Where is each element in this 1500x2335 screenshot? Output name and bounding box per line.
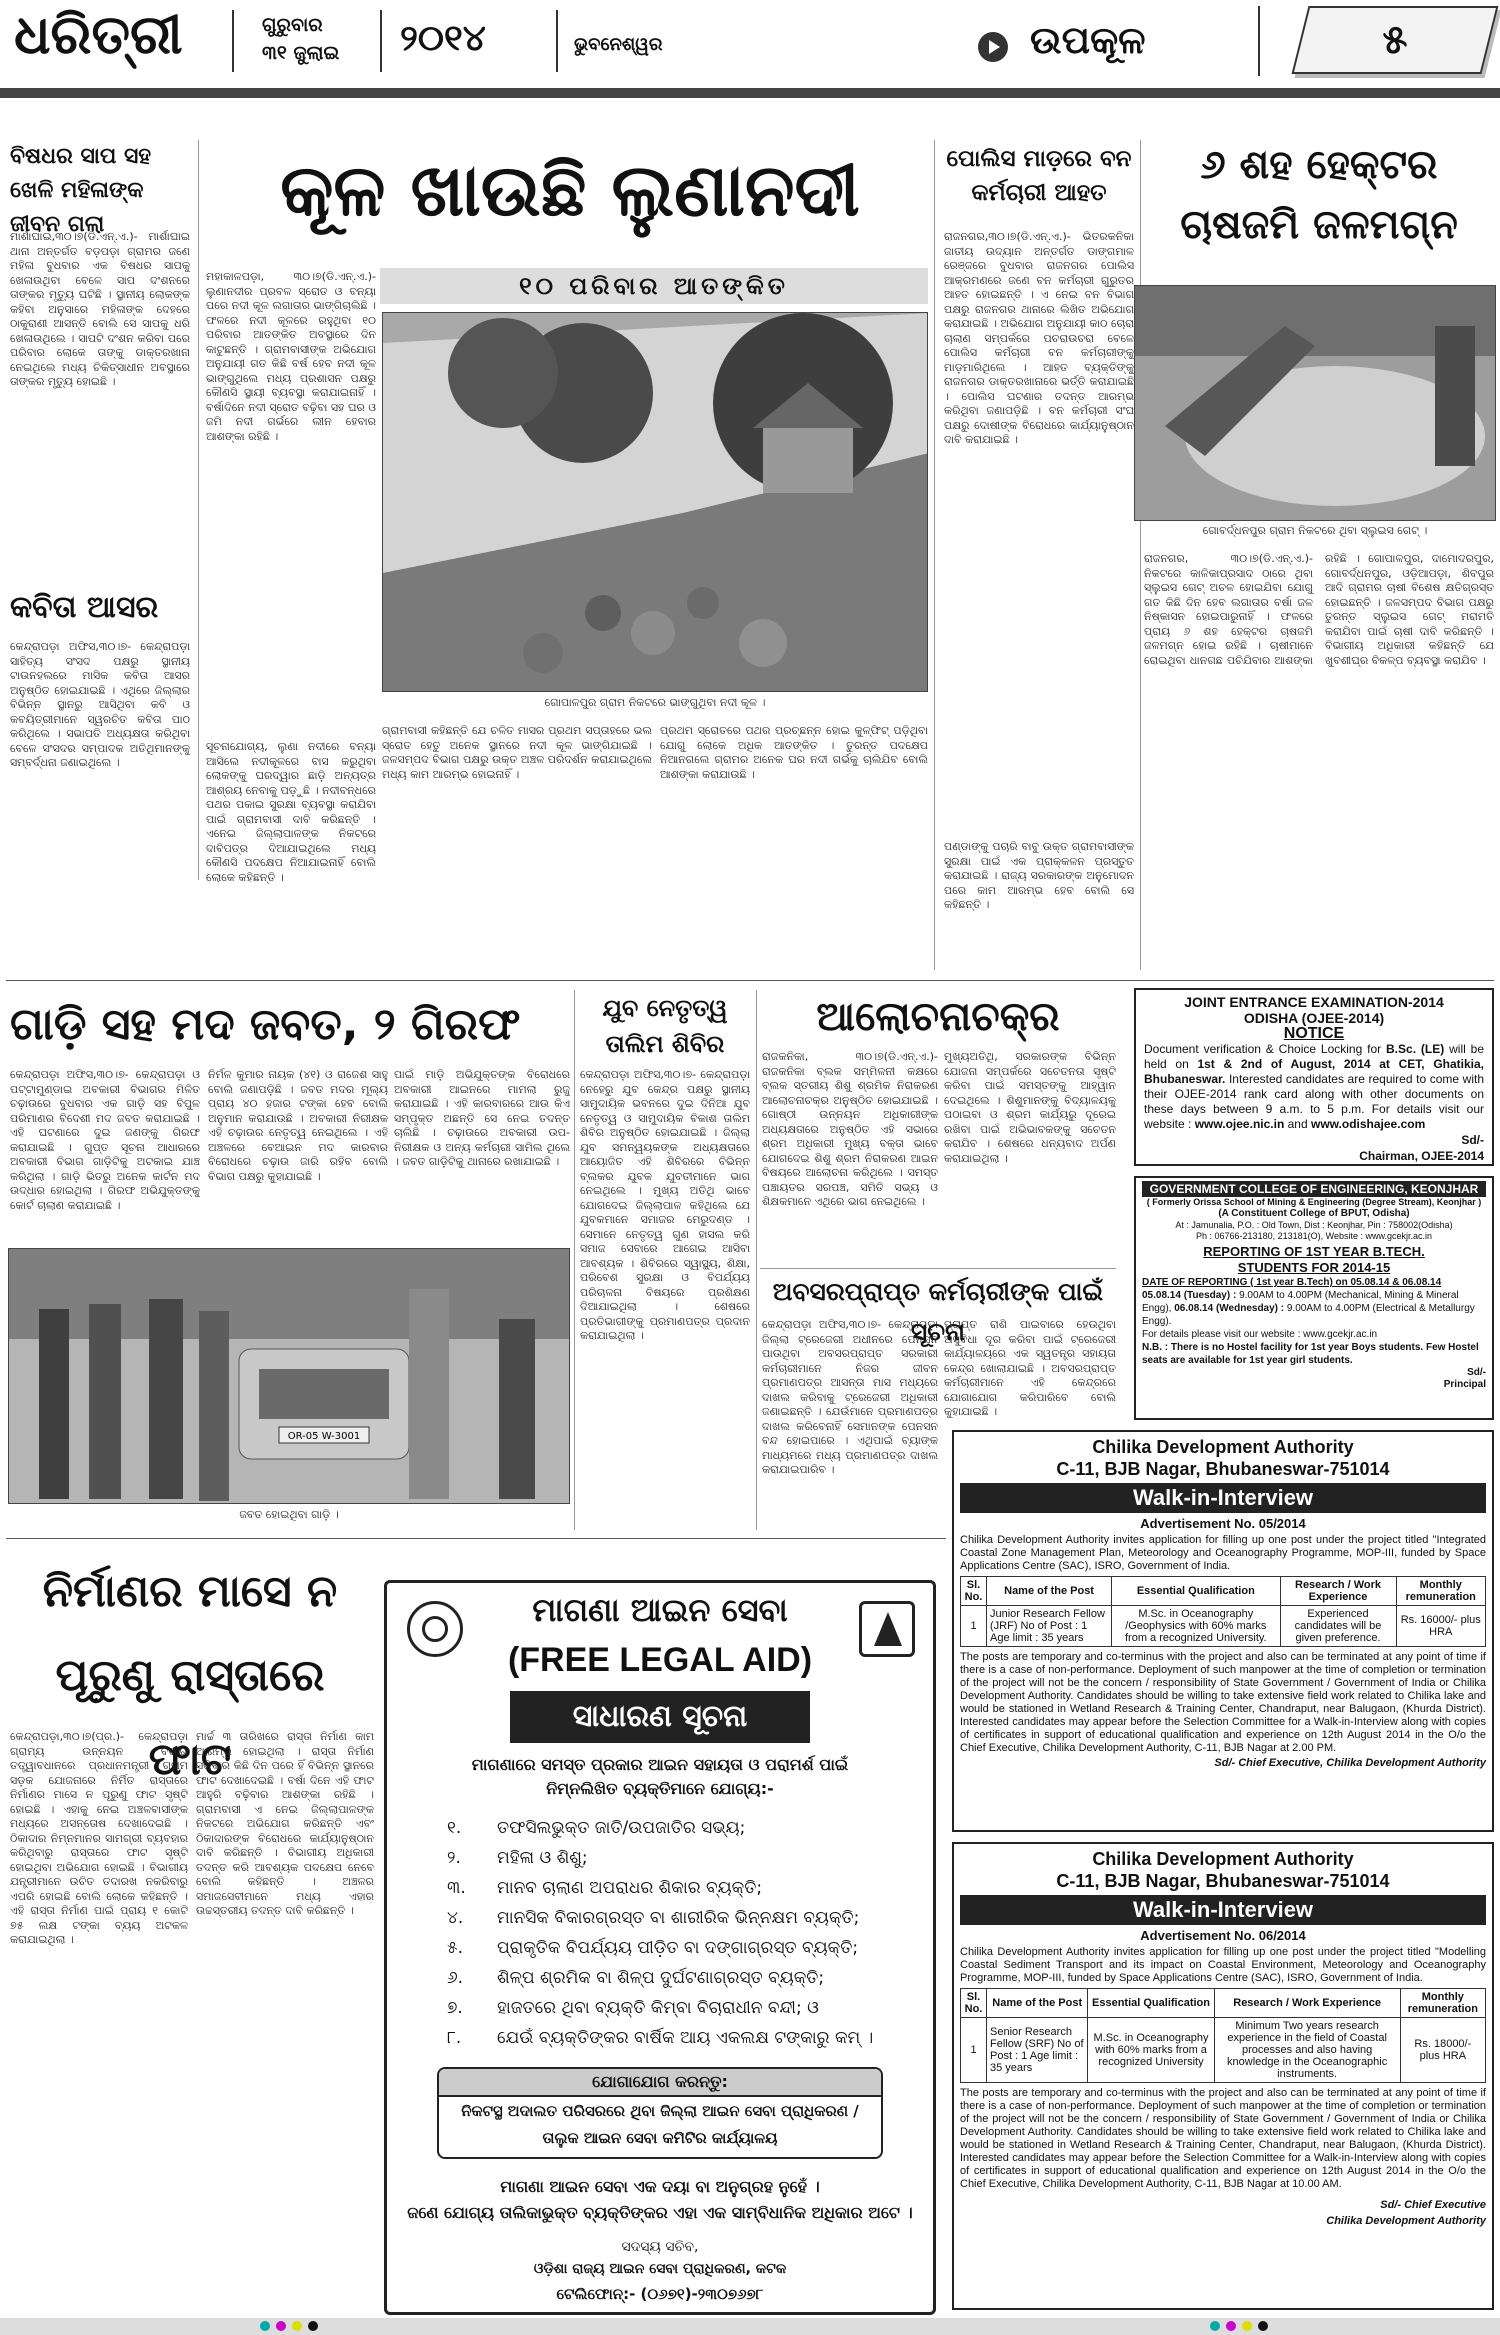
legal-footer1: ମାଗଣା ଆଇନ ସେବା ଏକ ଦୟା ବା ଅନୁଗ୍ରହ ନୁହେଁ । — [500, 2177, 820, 2196]
ad-chilika-1 — [952, 1430, 1494, 1832]
chilika1-adv: Advertisement No. 05/2014 — [1140, 1516, 1306, 1531]
chilika2-addr: C-11, BJB Nagar, Bhubaneswar-751014 — [1056, 1871, 1390, 1891]
ad-ojee-chair: Chairman, OJEE-2014 — [1359, 1149, 1484, 1163]
story-kabita-headline: କବିତା ଆସର — [10, 590, 159, 625]
registration-mark-icon — [260, 2321, 270, 2331]
chilika2-banner: Walk-in-Interview — [960, 1895, 1486, 1925]
story-liquor-caption: ଜବତ ହୋଇଥିବା ଗାଡ଼ି । — [239, 1508, 339, 1521]
chilika1-org: Chilika Development Authority — [1092, 1437, 1354, 1457]
story-liquor-headline: ଗାଡ଼ି ସହ ମଦ ଜବତ, ୨ ଗିରଫ — [10, 999, 521, 1050]
story-police-headline: ପୋଲିସ ମାଡ଼ରେ ବନ କର୍ମଚାରୀ ଆହତ — [946, 146, 1132, 206]
ad-gce-report1: REPORTING OF 1ST YEAR B.TECH. — [1203, 1244, 1425, 1259]
page-number-tab — [1292, 6, 1499, 74]
chilika1-table: Sl. No. Name of the Post Essential Qualification Research / Work Experience Monthly remuneration 1 Junior Research Fellow (JRF) No of Post : 1 Age limit : 35 years M.Sc. in Oceanography /Geophysics with 60% marks from a recognized University. Experienced candidates will be given preference. Rs. 16000/- plus HRA — [960, 1576, 1486, 1647]
ad-chilika-2 — [952, 1842, 1494, 2310]
registration-mark-icon — [1226, 2321, 1236, 2331]
story-luna-caption: ଗୋପାଳପୁର ଗ୍ରାମ ନିକଟରେ ଭାଙ୍ଗୁଥିବା ନଦୀ କୂଳ । — [544, 696, 766, 709]
chilika2-org: Chilika Development Authority — [1092, 1849, 1354, 1869]
ad-ojee-title1: JOINT ENTRANCE EXAMINATION-2014 — [1184, 994, 1444, 1010]
chilika2-table: Sl. No. Name of the Post Essential Qualification Research / Work Experience Monthly remuneration 1 Senior Research Fellow (SRF) No of Post : 1 Age limit : 35 years M.Sc. in Oceanography with 60% marks from a recognized University Minimum Two years research experience in the field of Coastal processes and also having knowledge in the Oceanographic instruments. Rs. 18000/- plus HRA — [960, 1988, 1486, 2083]
legal-sign3: ଟେଲିଫୋନ୍:- (୦୬୭୧)-୨୩୦୭୬୭୮ — [556, 2285, 764, 2303]
story-luna-headline: କୂଳ ଖାଉଛି ଲୁଣାନଦୀ — [280, 148, 860, 232]
masthead-rule — [0, 88, 1500, 98]
legal-item: ୩. ମାନବ ଚାଲାଣ ଅପରାଧର ଶିକାର ବ୍ୟକ୍ତି; — [447, 1878, 763, 1898]
ad-gce-principal: Principal — [1443, 1379, 1486, 1390]
legal-contact-line1: ନିକଟସ୍ଥ ଅଦାଲତ ପରିସରରେ ଥିବା ଜିଲ୍ଲା ଆଇନ ସେବା ପ୍ରାଧିକରଣ / — [461, 2102, 859, 2120]
chilika2-intro: Chilika Development Authority invites application for filling up one post under the project titled "Modelling Coastal Sediment Transport and its impact on Coastal Environment, Meteorology and Oceanography Programme, MOP-III, funded by Space Applications Centre (SAC), ISRO, Government of India. — [960, 1946, 1486, 1984]
story-police-body: ରାଜନଗର,୩୦।୭(ଡି.ଏନ୍.ଏ.)- ଭିତରକନିକା ଜାତୀୟ ଉଦ୍ୟାନ ଅନ୍ତର୍ଗତ ଡାଙ୍ଗମାଳ ରେଞ୍ଜରେ ବୁଧବାର ରାଜନଗର ପୋଲିସ ଆକ୍ରମଣରେ ଜଣେ ବନ କର୍ମଚାରୀ ଗୁରୁତର ଆହତ ହୋଇଛନ୍ତି । ଏ ନେଇ ବନ ବିଭାଗ ପକ୍ଷରୁ ରାଜନଗର ଥାନାରେ ଲିଖିତ ଅଭିଯୋଗ କରାଯାଇଛି । ଅଭିଯୋଗ ଅନୁଯାୟୀ କାଠ ଚୋରା ଚାଲାଣ ସମ୍ପର୍କରେ ପଚରାଉଚରା ବେଳେ ପୋଲିସ କର୍ମଚାରୀ ବନ କର୍ମଚାରୀଙ୍କୁ ମାଡ଼ମାରିଥିଲେ । ଆହତ ବ୍ୟକ୍ତିଙ୍କୁ ରାଜନଗର ଡାକ୍ତରଖାନାରେ ଭର୍ତ୍ତି କରାଯାଇଛି । ପୋଲିସ ଘଟଣାର ତଦନ୍ତ ଆରମ୍ଭ କରିଥିବା ଜଣାପଡ଼ିଛି । ବନ କର୍ମଚାରୀ ସଂଘ ପକ୍ଷରୁ ଦୋଷୀଙ୍କ ବିରୋଧରେ କାର୍ଯ୍ୟାନୁଷ୍ଠାନ ଦାବି କରାଯାଇଛି । — [944, 230, 1134, 446]
story-luna-col3: ଗ୍ରାମବାସୀ କହିଛନ୍ତି ଯେ ଚଳିତ ମାସର ପ୍ରଥମ ସପ୍ତାହରେ ଭଲ ସ୍ରୋତ ହେତୁ ଅନେକ ସ୍ଥାନରେ ନଦୀ କୂଳ ଭାଙ୍ଗିଯାଇଛି । ଜଳସମ୍ପଦ ବିଭାଗ ପକ୍ଷରୁ ଉକ୍ତ ଅଞ୍ଚଳ ପରିଦର୍ଶନ କରାଯାଇଥିଲେ ମଧ୍ୟ କାମ ଆରମ୍ଭ ହୋଇନାହିଁ । — [382, 724, 652, 781]
story-luna-col2: ସୂଚନାଯୋଗ୍ୟ, ଲୁଣା ନଦୀରେ ବନ୍ୟା ଆସିଲେ ନଦୀକୂଳରେ ବାସ କରୁଥିବା ଲୋକଙ୍କୁ ଘରଦ୍ୱାର ଛାଡ଼ି ଅନ୍ୟତ୍ର ଆଶ୍ରୟ ନେବାକୁ ପଡ଼ୁଛି । ନଦୀବନ୍ଧରେ ପଥର ପକାଇ ସୁରକ୍ଷା ବ୍ୟବସ୍ଥା କରାଯିବା ପାଇଁ ଗ୍ରାମବାସୀ ଦାବି କରିଛନ୍ତି । ଏନେଇ ଜିଲ୍ଲାପାଳଙ୍କ ନିକଟରେ ଦାବିପତ୍ର ଦିଆଯାଇଥିଲେ ମଧ୍ୟ କୌଣସି ପଦକ୍ଷେପ ନିଆଯାଇନାହିଁ ବୋଲି ଲୋକେ କହିଛନ୍ତି । — [206, 740, 376, 884]
ad-ojee-notice: NOTICE — [1283, 1025, 1345, 1042]
legal-item: ୬. ଶିଳ୍ପ ଶ୍ରମିକ ବା ଶିଳ୍ପ ଦୁର୍ଘଟଣାଗ୍ରସ୍ତ ବ୍ୟକ୍ତି; — [447, 1968, 825, 1988]
masthead-logo: ଧରିତ୍ରୀ — [14, 2, 183, 66]
ad-gce-sub1: ( Formerly Orissa School of Mining & Engineering (Degree Stream), Keonjhar ) — [1146, 1197, 1482, 1207]
legal-banner: ସାଧାରଣ ସୂଚନା — [510, 1691, 810, 1743]
ad-gce-sched: 05.08.14 (Tuesday) : 9.00AM to 4.00PM (Mechanical, Mining & Mineral Engg), 06.08.14 (Wednesday) : 9.00AM to 4.00PM (Electrical & Metallurgy Engg). — [1142, 1290, 1475, 1327]
story-road-col1: କେନ୍ଦ୍ରାପଡ଼ା,୩୦।୭(ପ୍ର.)- କେନ୍ଦ୍ରାପଡ଼ା ଗ୍ରାମ୍ୟ ଉନ୍ନୟନ ବିଭାଗ ତତ୍ତ୍ୱାବଧାନରେ ପ୍ରଧାନମନ୍ତ୍ରୀ ଗ୍ରାମ ସଡ଼କ ଯୋଜନାରେ ନିର୍ମିତ ରାସ୍ତାରେ ନିର୍ମାଣର ମାସେ ନ ପୂରୁଣୁ ଫାଟ ସୃଷ୍ଟି ହୋଇଛି । ଏହାକୁ ନେଇ ଅଞ୍ଚଳବାସୀଙ୍କ ମଧ୍ୟରେ ଅସନ୍ତୋଷ ଦେଖାଦେଇଛି । ଠିକାଦାର ନିମ୍ନମାନର ସାମଗ୍ରୀ ବ୍ୟବହାର କରିଥିବାରୁ ରାସ୍ତାରେ ଫାଟ ସୃଷ୍ଟି ହୋଇଥିବା ଅଭିଯୋଗ ହୋଇଛି । ବିଭାଗୀୟ ଯନ୍ତ୍ରୀମାନେ ଉଚିତ ତଦାରଖ ନକରିବାରୁ ଏପରି ହୋଇଛି ବୋଲି ଲୋକେ କହିଛନ୍ତି । ଏହି ରାସ୍ତା ନିର୍ମାଣ ପାଇଁ ପ୍ରାୟ ୧ କୋଟି ୭୫ ଲକ୍ଷ ଟଙ୍କା ବ୍ୟୟ ଅଟକଳ କରାଯାଇଥିଲା । — [10, 1730, 188, 1946]
ad-gce-details: For details please visit our website : www.gcekjr.ac.in — [1142, 1329, 1378, 1340]
masthead — [0, 0, 1500, 95]
legal-item: ୧. ତଫସିଲଭୁକ୍ତ ଜାତି/ଉପଜାତିର ସଭ୍ୟ; — [447, 1818, 746, 1838]
registration-mark-icon — [1210, 2321, 1220, 2331]
story-review-col2: ମୁଖ୍ୟଅତିଥି, ସରକାରଙ୍କ ବିଭିନ୍ନ ଯୋଜନା ସମ୍ପର୍କରେ ସଚେତନତା ସୃଷ୍ଟି କରିବା ପାଇଁ ସମସ୍ତଙ୍କୁ ଆହ୍ୱାନ ଦେଇଥିଲେ । ଶିଶୁମାନଙ୍କୁ ବିଦ୍ୟାଳୟକୁ ପଠାଇବା ଓ ଶ୍ରମ କାର୍ଯ୍ୟରୁ ଦୂରେଇ ରଖିବା ପାଇଁ ଅଭିଭାବକଙ୍କୁ ସଚେତନ କରାଯିବ । ଶେଷରେ ଧନ୍ୟବାଦ ଅର୍ପଣ କରାଯାଇଥିଲା । — [944, 1050, 1116, 1165]
ad-gce-sub2: (A Constituent College of BPUT, Odisha) — [1218, 1208, 1410, 1219]
registration-mark-icon — [276, 2321, 286, 2331]
story-review-headline: ଆଲୋଚନାଚକ୍ର — [816, 994, 1060, 1040]
legal-intro2: ନିମ୍ନଲିଖିତ ବ୍ୟକ୍ତିମାନେ ଯୋଗ୍ୟ:- — [546, 1779, 774, 1798]
story-youth-body: କେନ୍ଦ୍ରାପଡ଼ା ଅଫିସ,୩୦।୭- କେନ୍ଦ୍ରାପଡ଼ା ନେହେରୁ ଯୁବ କେନ୍ଦ୍ର ପକ୍ଷରୁ ସ୍ଥାନୀୟ ସାମୁଦାୟିକ ଭବନରେ ଦୁଇ ଦିନିଆ ଯୁବ ନେତୃତ୍ୱ ଓ ସାମୁଦାୟିକ ବିକାଶ ତାଲିମ ଶିବିର ଅନୁଷ୍ଠିତ ହୋଇଯାଇଛି । ଜିଲ୍ଲା ଯୁବ ସମନ୍ୱୟକଙ୍କ ଅଧ୍ୟକ୍ଷତାରେ ଆୟୋଜିତ ଏହି ଶିବିରରେ ବିଭିନ୍ନ ବ୍ଲକର ଯୁବକ ଯୁବତୀମାନେ ଭାଗ ନେଇଥିଲେ । ମୁଖ୍ୟ ଅତିଥି ଭାବେ ଯୋଗଦେଇ ଜିଲ୍ଲାପାଳ କହିଥିଲେ ଯେ ଯୁବକମାନେ ସମାଜର ମେରୁଦଣ୍ଡ । ସେମାନେ ନେତୃତ୍ୱ ଗୁଣ ହାସଲ କରି ସମାଜ ସେବାରେ ଆଗେଇ ଆସିବା ଆବଶ୍ୟକ । ଶିବିରରେ ସ୍ୱାସ୍ଥ୍ୟ, ଶିକ୍ଷା, ପରିବେଶ ସୁରକ୍ଷା ଓ ବିପର୍ଯ୍ୟୟ ପରିଚାଳନା ବିଷୟରେ ପ୍ରଶିକ୍ଷଣ ଦିଆଯାଇଥିଲା । ଶେଷରେ ପ୍ରତିଭାଗୀଙ୍କୁ ପ୍ରମାଣପତ୍ର ପ୍ରଦାନ କରାଯାଇଥିଲା । — [580, 1068, 750, 1342]
chilika2-sign2: Chilika Development Authority — [1326, 2215, 1486, 2227]
legal-sign1: ସଦସ୍ୟ ସଚିବ, — [621, 2239, 699, 2255]
page-number: ୫ — [1382, 17, 1408, 63]
legal-title-en: (FREE LEGAL AID) — [507, 1641, 813, 1679]
chilika2-adv: Advertisement No. 06/2014 — [1140, 1928, 1306, 1943]
chilika1-sign: Sd/- Chief Executive, Chilika Development Authority — [1214, 1757, 1486, 1769]
ad-ojee-web2[interactable]: www.odishajee.com — [1310, 1117, 1426, 1131]
legal-contact-line2: ତାଲୁକ ଆଇନ ସେବା କମିଟିର କାର୍ଯ୍ୟାଳୟ — [542, 2129, 778, 2147]
story-luna-subhead: ୧୦ ପରିବାର ଆତଙ୍କିତ — [380, 268, 928, 304]
legal-title-or: ମାଗଣା ଆଇନ ସେବା — [532, 1591, 788, 1629]
registration-mark-icon — [308, 2321, 318, 2331]
footer-strip — [0, 2318, 1500, 2335]
legal-item: ୫. ପ୍ରାକୃତିକ ବିପର୍ଯ୍ୟୟ ପୀଡ଼ିତ ବା ଦଙ୍ଗାଗ୍ରସ୍ତ ବ୍ୟକ୍ତି; — [447, 1938, 859, 1958]
ad-ojee-title2: ODISHA (OJEE-2014) — [1243, 1010, 1385, 1026]
sluice-gate-image — [1135, 286, 1496, 521]
ad-gce-sub3: At : Jamunalia, P.O. : Old Town, Dist : Keonjhar, Pin : 758002(Odisha) — [1175, 1220, 1453, 1230]
ad-gce-report2: STUDENTS FOR 2014-15 — [1237, 1260, 1391, 1275]
ad-gce-sd: Sd/- — [1467, 1367, 1486, 1378]
legal-item: ୮. ଯେଉଁ ବ୍ୟକ୍ତିଙ୍କର ବାର୍ଷିକ ଆୟ ଏକଲକ୍ଷ ଟଙ୍କାରୁ କମ୍ । — [447, 2028, 874, 2048]
story-retired-col2: ପ୍ରାପ୍ତ ରାଶି ପାଇବାରେ ହେଉଥିବା ଅସୁବିଧା ଦୂର କରିବା ପାଇଁ ଟ୍ରେଜେରୀ କାର୍ଯ୍ୟାଳୟରେ ଏକ ସ୍ୱତନ୍ତ୍ର ସହାୟତା କେନ୍ଦ୍ର ଖୋଲାଯାଇଛି । ଅବସରପ୍ରାପ୍ତ କର୍ମଚାରୀମାନେ ଏହି କେନ୍ଦ୍ରରେ ଯୋଗାଯୋଗ କରିପାରିବେ ବୋଲି କୁହାଯାଇଛି । — [944, 1318, 1116, 1418]
ad-ojee-web1[interactable]: www.ojee.nic.in — [1194, 1117, 1285, 1131]
chilika2-sign1: Sd/- Chief Executive — [1380, 2199, 1486, 2211]
story-retired-headline: ଅବସରପ୍ରାପ୍ତ କର୍ମଚାରୀଙ୍କ ପାଇଁ ସୂଚନା — [772, 1277, 1104, 1346]
story-police-body2: ପଣ୍ଡାଙ୍କୁ ପଚାରି ବାବୁ ଉକ୍ତ ଗ୍ରାମବାସୀଙ୍କ ସୁରକ୍ଷା ପାଇଁ ଏକ ପ୍ରାକ୍କଳନ ପ୍ରସ୍ତୁତ କରାଯାଇଛି । ରାଜ୍ୟ ସରକାରଙ୍କ ଅନୁମୋଦନ ପରେ କାମ ଆରମ୍ଭ ହେବ ବୋଲି ସେ କହିଛନ୍ତି । — [944, 840, 1134, 911]
story-road-headline: ନିର୍ମାଣର ମାସେ ନ ପୂରୁଣୁ ରାସ୍ତାରେ ଫାଟ — [42, 1566, 338, 1785]
registration-mark-icon — [292, 2321, 302, 2331]
story-crop-headline: ୬ ଶହ ହେକ୍ଟର ଚାଷଜମି ଜଳମଗ୍ନ — [1180, 142, 1458, 248]
story-crop-caption: ଗୋବର୍ଦ୍ଧନପୁର ଗ୍ରାମ ନିକଟରେ ଥିବା ସ୍ଲୁଇସ ଗେଟ୍ । — [1202, 524, 1428, 537]
ad-ojee-body: Document verification & Choice Locking for B.Sc. (LE) will be held on 1st & 2nd of August, 2014 at CET, Ghatikia, Bhubaneswar. Interested candidates are required to come with their OJEE-2014 rank card along with other documents on these days between 9 a.m. to 5 p.m. For details visit our website : www.ojee.nic.in and www.odishajee.com — [1144, 1042, 1485, 1131]
legal-item: ୪. ମାନସିକ ବିକାରଗ୍ରସ୍ତ ବା ଶାରୀରିକ ଭିନ୍ନକ୍ଷମ ବ୍ୟକ୍ତି; — [447, 1908, 860, 1928]
chilika1-intro: Chilika Development Authority invites application for filling up one post under the project titled "Integrated Coastal Zone Management Plan, Meteorology and Oceanography Programme, MOP-III, funded by Space Applications Centre (SAC), ISRO, Government of India. — [960, 1534, 1486, 1572]
story-snake-body: ମାର୍ଶାଘାଇ,୩୦।୭(ଡି.ଏନ୍.ଏ.)- ମାର୍ଶାଘାଇ ଥାନା ଅନ୍ତର୍ଗତ ବଡ଼ପଡ଼ା ଗ୍ରାମର ଜଣେ ମହିଳା ବୁଧବାର ଏକ ବିଷଧର ସାପକୁ ଖେଳାଉଥିବା ବେଳେ ସାପ ଦଂଶନରେ ତାଙ୍କର ମୃତ୍ୟୁ ଘଟିଛି । ସ୍ଥାନୀୟ ଲୋକଙ୍କ କହିବା ଅନୁସାରେ ମହିଳାଙ୍କ ଦେହରେ ଠାକୁରାଣୀ ଆସନ୍ତି ବୋଲି ସେ ସାପକୁ ଧରି ଖେଳାଉଥିଲେ । ସାପଟି ଦଂଶନ କରିବା ପରେ ପରିବାର ଲୋକେ ତାଙ୍କୁ ଡାକ୍ତରଖାନା ନେଇଥିଲେ ମଧ୍ୟ ଚିକିତ୍ସାଧୀନ ଅବସ୍ଥାରେ ତାଙ୍କର ମୃତ୍ୟୁ ହୋଇଛି । — [10, 230, 190, 388]
river-bank-image — [383, 313, 928, 692]
ad-legal-aid — [384, 1580, 936, 2315]
story-crop-body: ରାଜନଗର, ୩୦।୭(ଡି.ଏନ୍.ଏ.)- ନିକଟରେ କାଳିକାପ୍ରସାଦ ଠାରେ ଥିବା ସ୍ଲୁଇସ ଗେଟ୍ ଅଚଳ ହୋଇଯିବା ଯୋଗୁ ଗତ କିଛି ଦିନ ହେବ ଲଗାତାର ବର୍ଷା ଜଳ ନିଷ୍କାସନ ହୋଇପାରୁନାହିଁ । ଫଳରେ ପ୍ରାୟ ୬ ଶହ ହେକ୍ଟର ଚାଷଜମି ଜଳମଗ୍ନ ହୋଇ ରହିଛି । ଚାଷୀମାନେ ରୋଇଥିବା ଧାନଗଛ ପଚିଯିବାର ଆଶଙ୍କା ରହିଛି । ଗୋପାଳପୁର, ଦାମୋଦରପୁର, ଗୋବର୍ଦ୍ଧନପୁର, ଓଡ଼ିଆପଡ଼ା, ଶିବପୁର ଆଦି ଗ୍ରାମର ଚାଷୀ ବିଶେଷ କ୍ଷତିଗ୍ରସ୍ତ ହୋଇଛନ୍ତି । ଜଳସମ୍ପଦ ବିଭାଗ ପକ୍ଷରୁ ତୁରନ୍ତ ସ୍ଲୁଇସ ଗେଟ୍ ମରାମତି କରାଯିବା ପାଇଁ ଚାଷୀ ଦାବି କରିଛନ୍ତି । ବିଭାଗୀୟ ଅଧିକାରୀ କହିଛନ୍ତି ଯେ ଖୁବଶୀଘ୍ର ବିକଳ୍ପ ବ୍ୟବସ୍ଥା କରାଯିବ । — [1144, 552, 1494, 667]
legal-sign2: ଓଡ଼ିଶା ରାଜ୍ୟ ଆଇନ ସେବା ପ୍ରାଧିକରଣ, କଟକ — [533, 2261, 787, 2277]
registration-mark-icon — [1242, 2321, 1252, 2331]
story-liquor-photo — [8, 1248, 570, 1504]
ad-ojee-sd: Sd/- — [1461, 1133, 1484, 1147]
chilika1-terms: The posts are temporary and co-terminus with the project and also can be terminated at any point of time if there is a case of non-performance. Deployment of such manpower at the time of completion or termination of the project will not be the concern / responsibility of State Government / Government of India or Chilika Development Authority. Candidates should be willing to take extensive field work related to Chilika lake and would be stationed in Wetland Research & Training Center, Chandraput, near Balugaon, (Khurda District). Interested candidates may appear before the Selection Committee for a Walk-in-Interview along with copies of certificates in support of educational qualification and experience on 12th August 2014 in the O/o the Chief Executive, Chilika Development Authority, C-11, BJB Nagar at 2.00 PM. — [960, 1651, 1486, 1754]
seized-car-image — [9, 1249, 570, 1504]
story-luna-col4: ପ୍ରଥମ ସ୍ରୋତରେ ପଥର ପ୍ରଚ୍ଛନ୍ନ ହୋଇ କୁଳ୍ଫିଟ୍ ପଡ଼ିଥିବା ଯୋଗୁ ଲୋକେ ଅଧିକ ଆତଙ୍କିତ । ତୁରନ୍ତ ପଦକ୍ଷେପ ନିଆନଗଲେ ଗ୍ରାମର ଅନେକ ଘର ନଦୀ ଗର୍ଭକୁ ଚାଲିଯିବ ବୋଲି ଆଶଙ୍କା କରାଯାଉଛି । — [660, 724, 928, 781]
ad-gce-date: DATE OF REPORTING ( 1st year B.Tech) on 05.08.14 & 06.08.14 — [1142, 1277, 1442, 1288]
car-plate: OR-05 W-3001 — [287, 1431, 361, 1442]
chilika2-terms: The posts are temporary and co-terminus with the project and also can be terminated at any point of time if there is a case of non-performance. Deployment of such manpower at the time of completion or termination of the project will not be the concern / responsibility of State Government / Government of India or Chilika Development Authority. Candidates should be willing to take extensive field work related to Chilika lake and would be stationed in Wetland Research & Training Center, Chandraput, near Balugaon, (Khurda District). Interested candidates may appear before the Selection Committee for a Walk-in-Interview along with copies of certificates in support of educational qualification and experience on 12th August 2014 in the O/o the Chief Executive, Chilika Development Authority, C-11, BJB Nagar at 10.00 AM. — [960, 2087, 1486, 2190]
legal-item: ୭. ହାଜତରେ ଥିବା ବ୍ୟକ୍ତି କିମ୍ବା ବିଚାରାଧୀନ ବନ୍ଦୀ; ଓ — [447, 1998, 819, 2018]
chilika1-addr: C-11, BJB Nagar, Bhubaneswar-751014 — [1056, 1459, 1390, 1479]
story-luna-col1: ମହାକାଳପଡ଼ା, ୩୦।୭(ଡି.ଏନ୍.ଏ.)- ଲୁଣାନଦୀର ପ୍ରବଳ ସ୍ରୋତ ଓ ବନ୍ୟା ପରେ ନଦୀ କୂଳ ଲଗାତାର ଭାଙ୍ଗିଚାଲିଛି । ଫଳରେ ନଦୀ କୂଳରେ ରହୁଥିବା ୧୦ ପରିବାର ଆତଙ୍କିତ ଅବସ୍ଥାରେ ଦିନ କାଟୁଛନ୍ତି । ଗ୍ରାମବାସୀଙ୍କ ଅଭିଯୋଗ ଅନୁଯାୟୀ ଗତ କିଛି ବର୍ଷ ହେବ ନଦୀ କୂଳ ଭାଙ୍ଗୁଥିଲେ ମଧ୍ୟ ପ୍ରଶାସନ ପକ୍ଷରୁ କୌଣସି ସ୍ଥାୟୀ ବ୍ୟବସ୍ଥା କରାଯାଇନାହିଁ । ବର୍ଷାଦିନେ ନଦୀ ସ୍ରୋତ ବଢ଼ିବା ସହ ଘର ଓ ଜମି ନଦୀ ଗର୍ଭରେ ଲୀନ ହେବାର ଆଶଙ୍କା ରହିଛି । — [206, 270, 376, 443]
legal-contact-label: ଯୋଗାଯୋଗ କରନ୍ତୁ: — [439, 2069, 881, 2097]
story-review-col1: ରାଜକନିକା, ୩୦।୭(ଡି.ଏନ୍.ଏ.)- ରାଜକନିକା ବ୍ଲକ ସମ୍ମିଳନୀ କକ୍ଷରେ ବ୍ଲକ ସ୍ତରୀୟ ଶିଶୁ ଶ୍ରମିକ ନିରାକରଣ ଆଲୋଚନାଚକ୍ର ଅନୁଷ୍ଠିତ ହୋଇଯାଇଛି । ଗୋଷ୍ଠୀ ଉନ୍ନୟନ ଅଧିକାରୀଙ୍କ ଅଧ୍ୟକ୍ଷତାରେ ଅନୁଷ୍ଠିତ ଏହି ସଭାରେ ଶ୍ରମ ଅଧିକାରୀ ମୁଖ୍ୟ ବକ୍ତା ଭାବେ ଯୋଗଦେଇ ଶିଶୁ ଶ୍ରମ ନିରାକରଣ ଆଇନ ବିଷୟରେ ଆଲୋଚନା କରିଥିଲେ । ସମସ୍ତ ପଞ୍ଚାୟତର ସରପଞ୍ଚ, ସମିତି ସଭ୍ୟ ଓ ଶିକ୍ଷକମାନେ ଏଥିରେ ଭାଗ ନେଇଥିଲେ । — [762, 1050, 938, 1208]
story-youth-headline: ଯୁବ ନେତୃତ୍ୱ ତାଲିମ ଶିବିର — [602, 994, 728, 1058]
ad-gce-title: GOVERNMENT COLLEGE OF ENGINEERING, KEONJHAR — [1142, 1181, 1486, 1197]
story-liquor-col3: ପାଇଁ ମାଡ଼ି ଅଭିଯୁକ୍ତଙ୍କ ବିରୋଧରେ ଅବକାରୀ ଆଇନରେ ମାମଲା ରୁଜୁ କରାଯାଇଛି । ଏହି କାରବାରରେ ଆଉ କିଏ ସମ୍ପୃକ୍ତ ଅଛନ୍ତି ସେ ନେଇ ତଦନ୍ତ ଚାଲିଛି । ଚଢ଼ାଉରେ ଅବକାରୀ ଉପ-ନିରୀକ୍ଷକ ଓ ଅନ୍ୟ କର୍ମଚାରୀ ସାମିଲ ଥିଲେ । ଜବତ ଗାଡ଼ିଟିକୁ ଥାନାରେ ରଖାଯାଇଛି । — [394, 1068, 570, 1168]
legal-contact-box — [437, 2067, 883, 2159]
ad-gce-nb: N.B. : There is no Hostel facility for 1st year Boys students. Few Hostel seats are available for 1st year girl students. — [1142, 1342, 1479, 1366]
masthead-day: ଗୁରୁବାର — [262, 14, 323, 36]
masthead-year: ୨୦୧୪ — [400, 18, 486, 59]
ad-ojee — [1134, 988, 1494, 1166]
story-liquor-col2: ନିର୍ମଳ କୁମାର ନାୟକ (୪୧) ଓ ରାଜେଶ ସାହୁ ବୋଲି ଜଣାପଡ଼ିଛି । ଜବତ ମଦର ମୂଲ୍ୟ ପ୍ରାୟ ୪୦ ହଜାର ଟଙ୍କା ହେବ ବୋଲି ଅନୁମାନ କରାଯାଉଛି । ଅବକାରୀ ନିରୀକ୍ଷକ ଏହି ଚଢ଼ାଉର ନେତୃତ୍ୱ ନେଇଥିଲେ । ଏହି ଅଞ୍ଚଳରେ ବେଆଇନ ମଦ କାରବାର ବିରୋଧରେ ଚଢ଼ାଉ ଜାରି ରହିବ ବୋଲି ବିଭାଗ ପକ୍ଷରୁ କୁହାଯାଇଛି । — [208, 1068, 388, 1183]
masthead-date: ୩୧ ଜୁଲାଇ — [262, 42, 340, 64]
ad-gce-sub4: Ph : 06766-213180, 213181(O), Website : www.gcekjr.ac.in — [1196, 1231, 1432, 1241]
story-luna-photo — [382, 312, 928, 692]
legal-footer2: ଜଣେ ଯୋଗ୍ୟ ତାଲିକାଭୁକ୍ତ ବ୍ୟକ୍ତିଙ୍କର ଏହା ଏକ ସାମ୍ବିଧାନିକ ଅଧିକାର ଅଟେ । — [407, 2203, 913, 2222]
story-kabita-body: କେନ୍ଦ୍ରାପଡ଼ା ଅଫିସ,୩୦।୭- କେନ୍ଦ୍ରାପଡ଼ା ସାହିତ୍ୟ ସଂସଦ ପକ୍ଷରୁ ସ୍ଥାନୀୟ ଟାଉନହଲରେ ମାସିକ କବିତା ଆସର ଅନୁଷ୍ଠିତ ହୋଇଯାଇଛି । ଏଥିରେ ଜିଲ୍ଲାର ବିଭିନ୍ନ ସ୍ଥାନରୁ ଆସିଥିବା କବି ଓ କବୟିତ୍ରୀମାନେ ସ୍ୱରଚିତ କବିତା ପାଠ କରିଥିଲେ । ସଭାପତି ଅଧ୍ୟକ୍ଷତା କରିଥିବା ବେଳେ ସଂସଦର ସମ୍ପାଦକ ଅତିଥିମାନଙ୍କୁ ସମ୍ବର୍ଦ୍ଧନା ଜଣାଇଥିଲେ । — [10, 640, 190, 769]
masthead-city: ଭୁବନେଶ୍ୱର — [574, 34, 663, 55]
legal-eligibility-list — [447, 1813, 917, 2053]
masthead-section: ଉପକୂଳ — [1030, 18, 1146, 62]
ad-gce — [1134, 1176, 1494, 1420]
legal-item: ୨. ମହିଳା ଓ ଶିଶୁ; — [447, 1848, 588, 1868]
legal-intro1: ମାଗଣାରେ ସମସ୍ତ ପ୍ରକାର ଆଇନ ସହାୟତା ଓ ପରାମର୍ଶ ପାଇଁ — [471, 1755, 849, 1774]
story-liquor-col1: କେନ୍ଦ୍ରାପଡ଼ା ଅଫିସ,୩୦।୭- କେନ୍ଦ୍ରାପଡ଼ା ଓ ପଟ୍ଟାମୁଣ୍ଡାଇ ଅବକାରୀ ବିଭାଗର ମିଳିତ ଚଢ଼ାଉରେ ବୁଧବାର ଏକ ଗାଡ଼ି ସହ ବିପୁଳ ପରିମାଣର ବିଦେଶୀ ମଦ ଜବତ କରାଯାଇଛି । ଏହି ଘଟଣାରେ ଦୁଇ ଜଣଙ୍କୁ ଗିରଫ କରାଯାଇଛି । ଗୁପ୍ତ ସୂଚନା ଆଧାରରେ ଅବକାରୀ ବିଭାଗ ଗାଡ଼ିଟିକୁ ଅଟକାଇ ଯାଞ୍ଚ କରିଥିଲା । ଗାଡ଼ି ଭିତରୁ ଅନେକ କାର୍ଟନ ମଦ ଉଦ୍ଧାର ହୋଇଥିଲା । ଗିରଫ ଅଭିଯୁକ୍ତଙ୍କୁ କୋର୍ଟ ଚାଲାଣ କରାଯାଇଛି । — [10, 1068, 200, 1212]
story-retired-col1: କେନ୍ଦ୍ରାପଡ଼ା ଅଫିସ,୩୦।୭- କେନ୍ଦ୍ରାପଡ଼ା ଜିଲ୍ଲା ଟ୍ରେଜେରୀ ଅଧୀନରେ ପେନସନ ପାଉଥିବା ଅବସରପ୍ରାପ୍ତ ସରକାରୀ କର୍ମଚାରୀମାନେ ନିଜର ଜୀବନ ପ୍ରମାଣପତ୍ର ଆସନ୍ତା ମାସ ମଧ୍ୟରେ ଦାଖଲ କରିବାକୁ ଟ୍ରେଜେରୀ ଅଧିକାରୀ ଜଣାଇଛନ୍ତି । ଯେଉଁମାନେ ପ୍ରମାଣପତ୍ର ଦାଖଲ କରିବେନାହିଁ ସେମାନଙ୍କ ପେନସନ ବନ୍ଦ ହୋଇପାରେ । ଏଥିପାଇଁ ବ୍ୟାଙ୍କ ମାଧ୍ୟମରେ ମଧ୍ୟ ପ୍ରମାଣପତ୍ର ଦାଖଲ କରାଯାଇପାରିବ । — [762, 1318, 938, 1476]
story-snake-headline: ବିଷଧର ସାପ ସହ ଖେଳି ମହିଳାଙ୍କ ଜୀବନ ଗଲା — [10, 144, 152, 237]
story-crop-photo — [1134, 285, 1496, 521]
play-icon — [978, 32, 1008, 62]
chilika1-banner: Walk-in-Interview — [960, 1483, 1486, 1513]
registration-mark-icon — [1258, 2321, 1268, 2331]
story-road-col2: ମାର୍ଚ୍ଚ ୩ ତାରିଖରେ ରାସ୍ତା ନିର୍ମାଣ କାମ ଆରମ୍ଭ ହୋଇଥିଲା । ରାସ୍ତା ନିର୍ମାଣ ସରିବାର କିଛି ଦିନ ପରେ ହିଁ ବିଭିନ୍ନ ସ୍ଥାନରେ ଫାଟ ଦେଖାଦେଇଛି । ବର୍ଷା ଦିନେ ଏହି ଫାଟ ଆହୁରି ବଢ଼ିବାର ଆଶଙ୍କା ରହିଛି । ଗ୍ରାମବାସୀ ଏ ନେଇ ଜିଲ୍ଲାପାଳଙ୍କ ନିକଟରେ ଅଭିଯୋଗ କରିଛନ୍ତି ଏବଂ ଠିକାଦାରଙ୍କ ବିରୋଧରେ କାର୍ଯ୍ୟାନୁଷ୍ଠାନ ଦାବି କରିଛନ୍ତି । ବିଭାଗୀୟ ଅଧିକାରୀ ତଦନ୍ତ କରି ଆବଶ୍ୟକ ପଦକ୍ଷେପ ନେବେ ବୋଲି କହିଛନ୍ତି । ଅଞ୍ଚଳର ସମାଜସେବୀମାନେ ମଧ୍ୟ ଏହାର ଉଚ୍ଚସ୍ତରୀୟ ତଦନ୍ତ ଦାବି କରିଛନ୍ତି । — [196, 1730, 374, 1917]
